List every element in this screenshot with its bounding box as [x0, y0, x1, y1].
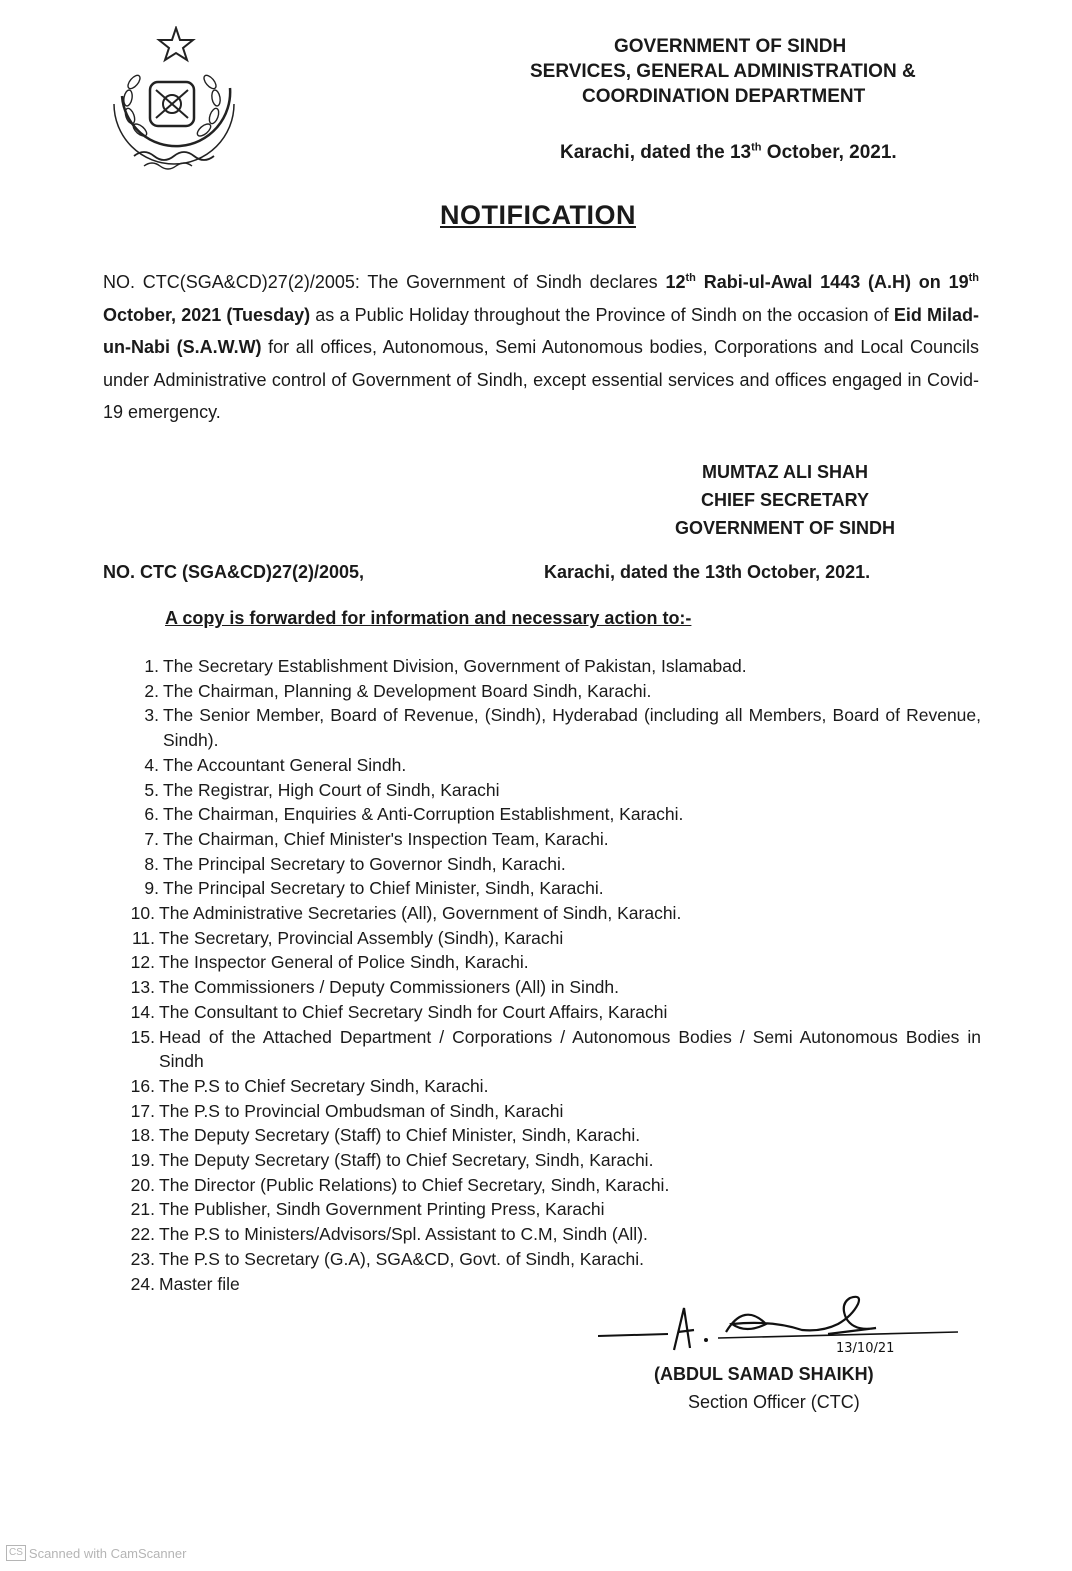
list-item-number: 6.	[144, 804, 159, 825]
list-item	[103, 827, 981, 852]
recipient-list	[103, 654, 981, 1296]
list-item-number: 22.	[130, 1224, 155, 1245]
forward-heading: A copy is forwarded for information and necessary action to:-	[165, 608, 692, 628]
signatory-designation: CHIEF SECRETARY	[700, 490, 869, 510]
list-item	[103, 679, 981, 704]
sindh-government-emblem	[104, 26, 240, 176]
list-item-text: The Inspector General of Police Sindh, Karachi.	[159, 952, 529, 973]
signed-date: 13/10/21	[836, 1341, 895, 1356]
list-item-text: The Chairman, Enquiries & Anti-Corruption Establishment, Karachi.	[163, 804, 684, 825]
list-item	[103, 1247, 981, 1272]
list-item-text: The Chairman, Chief Minister's Inspection Team, Karachi.	[163, 828, 609, 849]
list-item	[103, 901, 981, 926]
forward-date: Karachi, dated the 13th October, 2021.	[544, 562, 871, 582]
list-item-text: The Chairman, Planning & Development Board Sindh, Karachi.	[163, 680, 652, 701]
list-item-number: 4.	[144, 754, 159, 775]
department-header	[530, 34, 1000, 109]
list-item	[103, 753, 981, 778]
list-item-text: The Accountant General Sindh.	[163, 754, 407, 775]
list-item-text: The Secretary Establishment Division, Government of Pakistan, Islamabad.	[163, 656, 747, 676]
list-item	[103, 778, 981, 803]
list-item-text: The Deputy Secretary (Staff) to Chief Secretary, Sindh, Karachi.	[159, 1150, 654, 1171]
forward-ref: NO. CTC (SGA&CD)27(2)/2005,	[103, 562, 365, 582]
list-item-text: The P.S to Secretary (G.A), SGA&CD, Govt. of Sindh, Karachi.	[159, 1248, 645, 1269]
list-item-number: 24.	[130, 1273, 155, 1294]
notification-body: NO. CTC(SGA&CD)27(2)/2005: The Government of Sindh declares 12th Rabi-ul-Awal 1443 (A.H) on 19th October, 2021 (Tuesday) as a Public Holiday throughout the Province of Sindh on the occasion of Eid Milad-un-Nabi (S.A.W.W) for all offices, Autonomous, Semi Autonomous bodies, Corporations and Local Councils under Administrative control of Government of Sindh, except essential services and offices engaged in Covid-19 emergency.	[103, 272, 979, 422]
header-line-3: COORDINATION DEPARTMENT	[582, 86, 866, 107]
list-item	[103, 1222, 981, 1247]
list-item-number: 9.	[144, 878, 159, 899]
list-item	[103, 926, 981, 951]
list-item-text: The Consultant to Chief Secretary Sindh for Court Affairs, Karachi	[159, 1001, 668, 1022]
list-item-text: The Registrar, High Court of Sindh, Karachi	[163, 779, 500, 800]
list-item-number: 14.	[130, 1001, 155, 1022]
list-item	[103, 1000, 981, 1025]
camscanner-icon: CS	[6, 1545, 26, 1561]
list-item-number: 10.	[130, 903, 155, 924]
list-item-number: 17.	[130, 1100, 155, 1121]
list-item-text: The Commissioners / Deputy Commissioners (All) in Sindh.	[159, 977, 619, 998]
notification-ref: NO. CTC(SGA&CD)27(2)/2005:	[103, 272, 360, 292]
list-item-text: The P.S to Ministers/Advisors/Spl. Assistant to C.M, Sindh (All).	[159, 1224, 648, 1245]
list-item-text: The Secretary, Provincial Assembly (Sindh), Karachi	[159, 927, 564, 948]
list-item-text: The Publisher, Sindh Government Printing Press, Karachi	[159, 1199, 605, 1220]
list-item-text: Master file	[159, 1273, 240, 1294]
list-item	[103, 852, 981, 877]
list-item-number: 16.	[130, 1075, 155, 1096]
list-item-number: 19.	[130, 1150, 155, 1171]
list-item-number: 3.	[144, 705, 159, 726]
list-item-text: The Principal Secretary to Chief Minister, Sindh, Karachi.	[163, 878, 604, 899]
list-item	[103, 1148, 981, 1173]
list-item-text: The Director (Public Relations) to Chief Secretary, Sindh, Karachi.	[159, 1174, 670, 1195]
list-item	[103, 802, 981, 827]
list-item-text: The Senior Member, Board of Revenue, (Sindh), Hyderabad (including all Members, Board of Revenue, Sindh).	[163, 705, 981, 751]
section-officer-title: Section Officer (CTC)	[688, 1392, 860, 1412]
list-item	[103, 876, 981, 901]
list-item-number: 18.	[130, 1125, 155, 1146]
signatory-org: GOVERNMENT OF SINDH	[674, 518, 895, 538]
list-item	[103, 1025, 981, 1074]
list-item-text: The Deputy Secretary (Staff) to Chief Minister, Sindh, Karachi.	[159, 1125, 641, 1146]
list-item-number: 5.	[144, 779, 159, 800]
list-item-text: The Principal Secretary to Governor Sindh, Karachi.	[163, 853, 566, 874]
list-item-number: 1.	[144, 656, 159, 676]
signatory-block	[620, 458, 950, 542]
list-item	[103, 1173, 981, 1198]
list-item-number: 8.	[144, 853, 159, 874]
section-officer-name: (ABDUL SAMAD SHAIKH)	[654, 1364, 874, 1384]
list-item	[103, 975, 981, 1000]
camscanner-watermark	[6, 1545, 186, 1561]
list-item-number: 20.	[130, 1174, 155, 1195]
page-title: NOTIFICATION	[440, 200, 636, 230]
watermark-text: Scanned with CamScanner	[28, 1545, 187, 1561]
signatory-name: MUMTAZ ALI SHAH	[702, 462, 868, 482]
list-item-text: The P.S to Chief Secretary Sindh, Karachi.	[159, 1075, 489, 1096]
list-item-number: 12.	[130, 952, 155, 973]
list-item	[103, 703, 981, 752]
list-item-number: 23.	[130, 1248, 155, 1269]
list-item-text: The P.S to Provincial Ombudsman of Sindh, Karachi	[159, 1100, 564, 1121]
list-item-number: 13.	[130, 977, 155, 998]
handwritten-signature	[598, 1288, 958, 1368]
list-item	[103, 1099, 981, 1124]
list-item	[103, 950, 981, 975]
list-item	[103, 1123, 981, 1148]
list-item-number: 7.	[144, 828, 159, 849]
notification-date: Karachi, dated the 13th October, 2021.	[560, 141, 897, 163]
header-line-1: GOVERNMENT OF SINDH	[614, 36, 847, 57]
header-line-2: SERVICES, GENERAL ADMINISTRATION &	[530, 61, 916, 82]
list-item-number: 2.	[144, 680, 159, 701]
list-item-number: 15.	[130, 1026, 155, 1047]
list-item-text: The Administrative Secretaries (All), Government of Sindh, Karachi.	[159, 903, 682, 924]
list-item	[103, 1074, 981, 1099]
list-item-number: 11.	[131, 927, 155, 948]
list-item-text: Head of the Attached Department / Corporations / Autonomous Bodies / Semi Autonomous Bodies in Sindh	[159, 1026, 981, 1072]
list-item	[103, 654, 981, 679]
list-item	[103, 1197, 981, 1222]
list-item-number: 21.	[130, 1199, 155, 1220]
